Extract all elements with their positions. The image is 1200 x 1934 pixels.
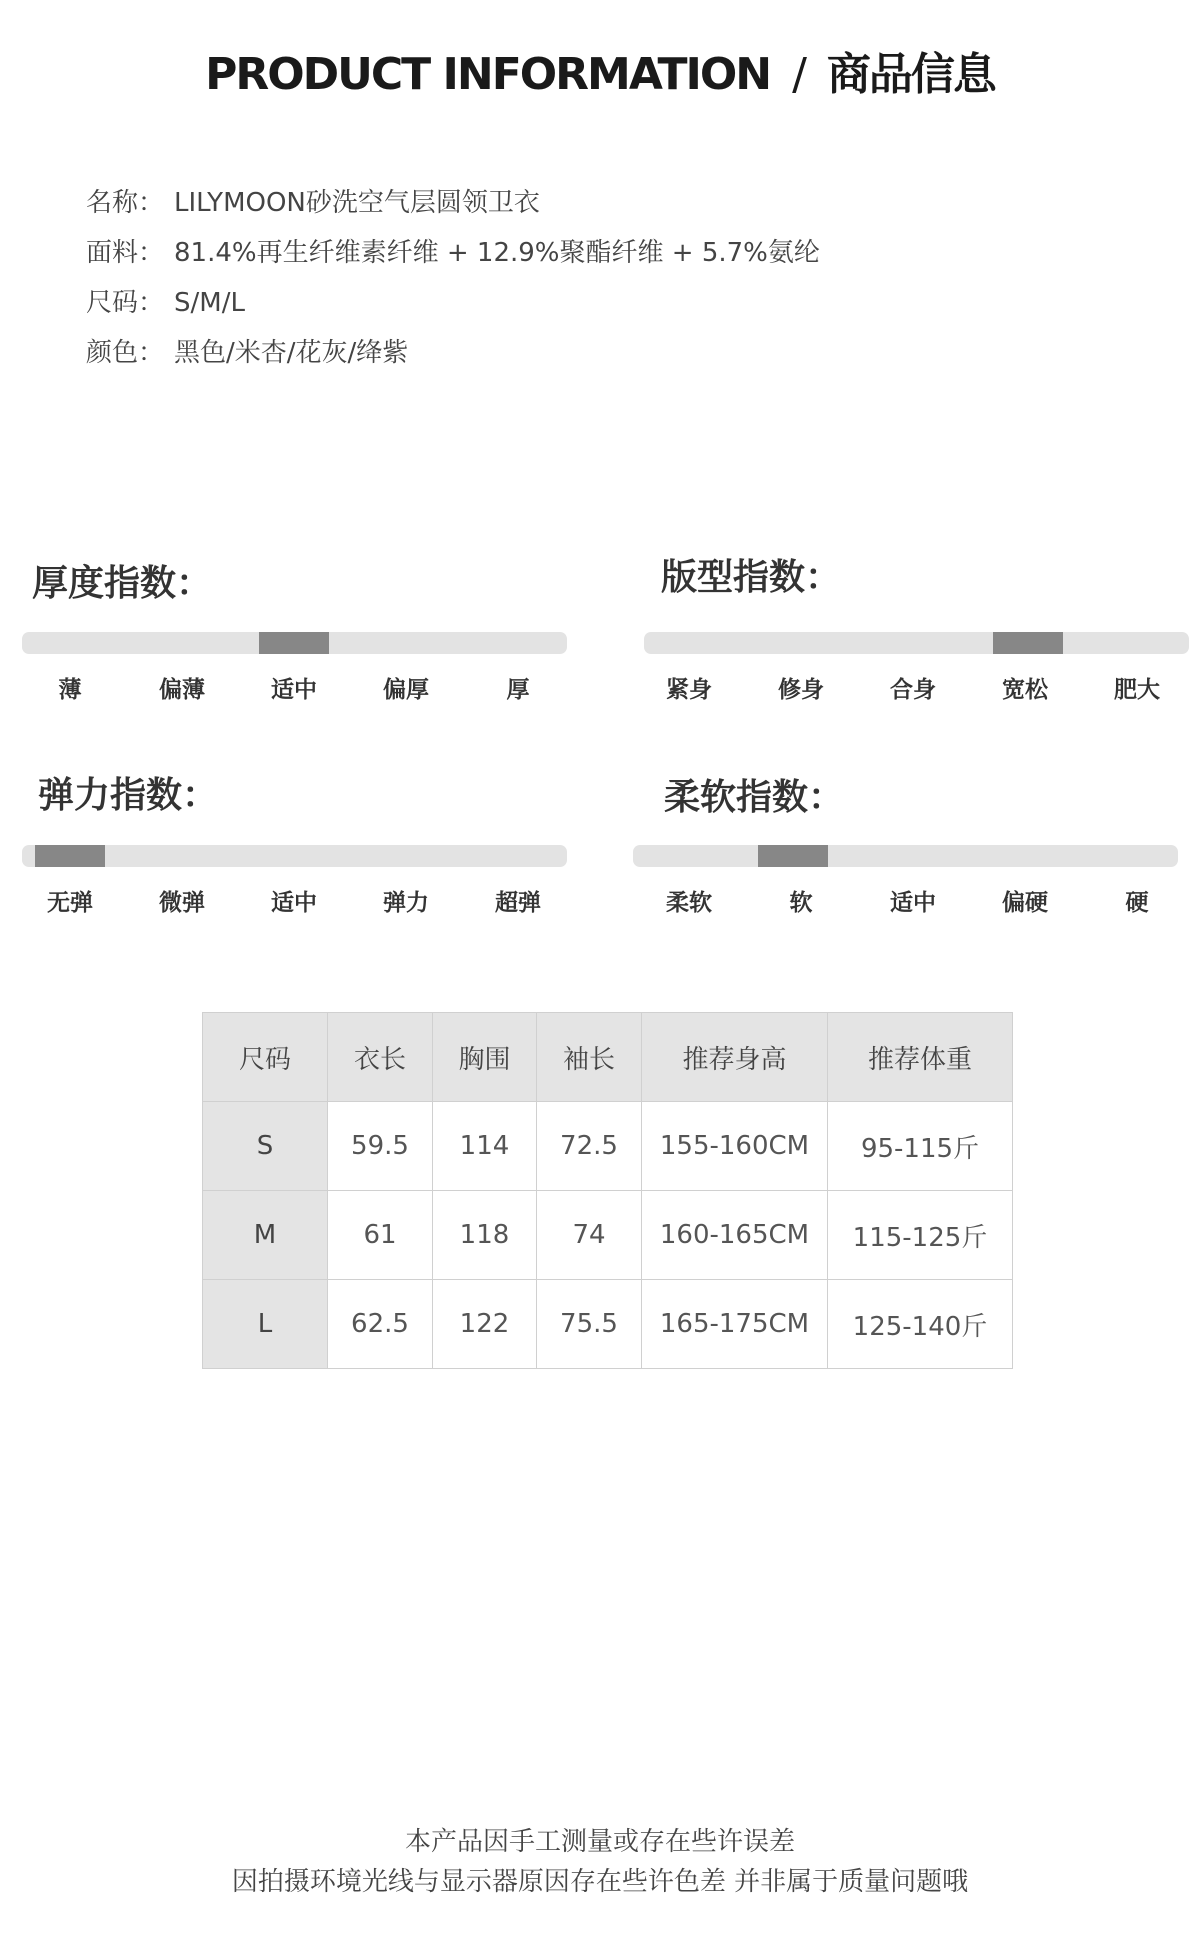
index-labels xyxy=(22,884,567,916)
page-title-en: PRODUCT INFORMATION xyxy=(205,49,771,100)
index-labels xyxy=(633,884,1178,916)
table-header: 推荐体重 xyxy=(828,1013,1013,1102)
index-option: 宽松 xyxy=(1002,677,1048,703)
index-option: 弹力 xyxy=(383,890,429,916)
disclaimer-line: 本产品因手工测量或存在些许误差 xyxy=(404,1827,795,1857)
index-labels xyxy=(22,671,567,703)
size-table xyxy=(202,1012,1013,1369)
table-cell-size: S xyxy=(203,1102,328,1191)
page-title-separator: / xyxy=(792,49,805,100)
index-marker xyxy=(259,632,329,654)
table-cell-size: L xyxy=(203,1280,328,1369)
index-track xyxy=(644,632,1189,654)
index-option: 合身 xyxy=(890,677,936,703)
table-header: 推荐身高 xyxy=(642,1013,828,1102)
index-track xyxy=(22,632,567,654)
info-label: 面料： xyxy=(86,238,165,268)
table-cell: 155-160CM xyxy=(642,1102,828,1191)
info-value: 黑色/米杏/花灰/绛紫 xyxy=(174,338,409,368)
table-cell: 62.5 xyxy=(328,1280,433,1369)
table-cell: 114 xyxy=(433,1102,537,1191)
index-option: 修身 xyxy=(778,677,824,703)
index-option: 偏厚 xyxy=(383,677,429,703)
product-info-list xyxy=(86,190,820,390)
info-row-color xyxy=(86,340,820,366)
page-title xyxy=(0,38,1200,102)
disclaimer-line: 因拍摄环境光线与显示器原因存在些许色差 并非属于质量问题哦 xyxy=(231,1867,969,1897)
table-row xyxy=(203,1191,1013,1280)
info-label: 尺码： xyxy=(86,288,165,318)
index-title: 厚度指数： xyxy=(32,563,213,604)
index-option: 偏硬 xyxy=(1002,890,1048,916)
table-cell: 125-140斤 xyxy=(828,1280,1013,1369)
table-cell: 160-165CM xyxy=(642,1191,828,1280)
index-option: 适中 xyxy=(890,890,936,916)
index-marker xyxy=(993,632,1063,654)
index-option: 厚 xyxy=(506,677,530,703)
fit-indices xyxy=(0,555,1200,935)
table-header-row xyxy=(203,1013,1013,1102)
index-option: 超弹 xyxy=(495,890,541,916)
index-title: 弹力指数： xyxy=(38,775,219,816)
index-option: 适中 xyxy=(271,890,317,916)
info-row-name xyxy=(86,190,820,216)
index-option: 软 xyxy=(789,890,813,916)
index-option: 无弹 xyxy=(47,890,93,916)
index-option: 薄 xyxy=(58,677,82,703)
index-track xyxy=(633,845,1178,867)
table-cell: 75.5 xyxy=(537,1280,642,1369)
index-labels xyxy=(644,671,1189,703)
table-header: 尺码 xyxy=(203,1013,328,1102)
table-cell: 122 xyxy=(433,1280,537,1369)
table-cell: 59.5 xyxy=(328,1102,433,1191)
table-cell: 61 xyxy=(328,1191,433,1280)
table-cell: 118 xyxy=(433,1191,537,1280)
info-value: LILYMOON砂洗空气层圆领卫衣 xyxy=(174,188,540,218)
page-title-cn: 商品信息 xyxy=(826,49,995,100)
index-option: 紧身 xyxy=(666,677,712,703)
index-marker xyxy=(758,845,828,867)
index-option: 柔软 xyxy=(666,890,712,916)
info-row-fabric xyxy=(86,240,820,266)
table-row xyxy=(203,1280,1013,1369)
table-cell: 72.5 xyxy=(537,1102,642,1191)
info-label: 颜色： xyxy=(86,338,165,368)
info-value: 81.4%再生纤维素纤维 + 12.9%聚酯纤维 + 5.7%氨纶 xyxy=(174,238,820,268)
index-option: 硬 xyxy=(1125,890,1149,916)
index-option: 肥大 xyxy=(1114,677,1160,703)
index-track xyxy=(22,845,567,867)
info-label: 名称： xyxy=(86,188,165,218)
info-value: S/M/L xyxy=(174,288,245,318)
table-cell: 74 xyxy=(537,1191,642,1280)
index-marker xyxy=(35,845,105,867)
index-title: 柔软指数： xyxy=(664,777,845,818)
disclaimer-note xyxy=(0,1822,1200,1902)
table-header: 袖长 xyxy=(537,1013,642,1102)
index-title: 版型指数： xyxy=(661,557,842,598)
info-row-size xyxy=(86,290,820,316)
index-option: 微弹 xyxy=(159,890,205,916)
table-header: 胸围 xyxy=(433,1013,537,1102)
index-option: 偏薄 xyxy=(159,677,205,703)
table-cell: 95-115斤 xyxy=(828,1102,1013,1191)
table-cell: 115-125斤 xyxy=(828,1191,1013,1280)
index-option: 适中 xyxy=(271,677,317,703)
table-header: 衣长 xyxy=(328,1013,433,1102)
table-cell: 165-175CM xyxy=(642,1280,828,1369)
table-row xyxy=(203,1102,1013,1191)
table-cell-size: M xyxy=(203,1191,328,1280)
